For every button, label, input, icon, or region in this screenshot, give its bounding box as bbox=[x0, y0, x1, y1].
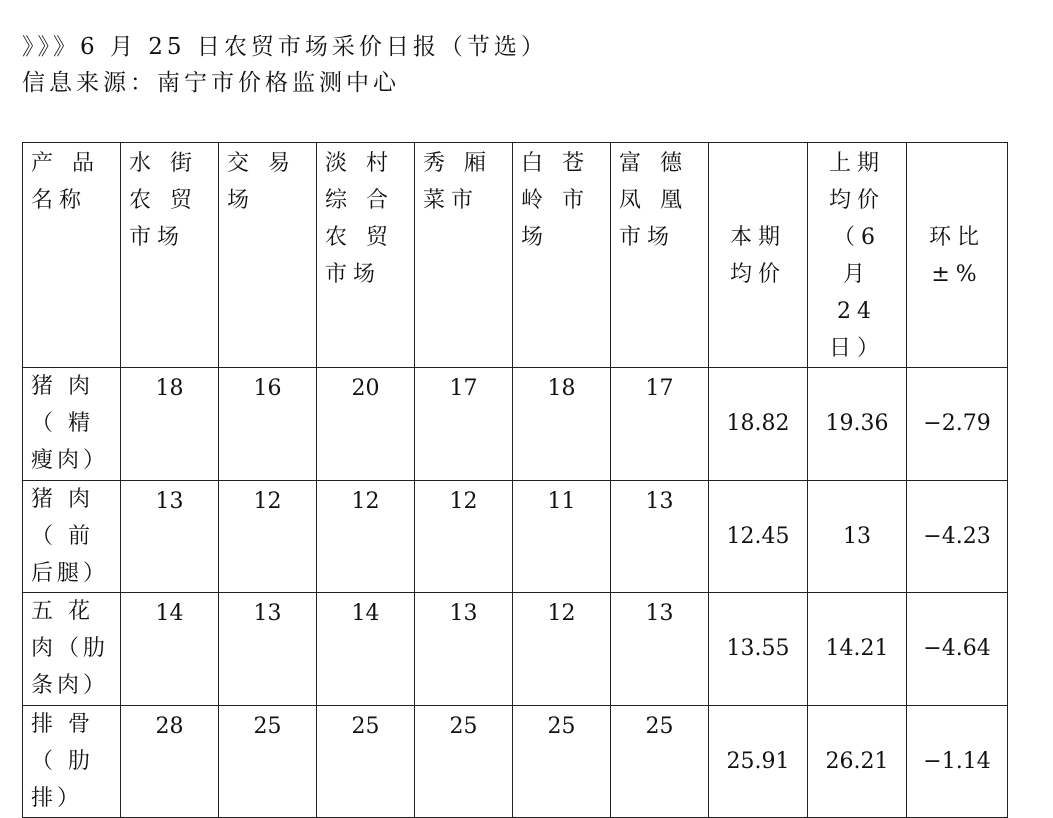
change-percent: −4.64 bbox=[907, 593, 1008, 706]
product-name: 五 花 肉（肋 条肉） bbox=[31, 599, 110, 698]
header-shuijie-market bbox=[121, 143, 219, 368]
report-title: 》》》6 月 25 日农贸市场采价日报（节选） bbox=[22, 34, 548, 60]
product-name: 猪 肉 （ 前 后腿） bbox=[31, 486, 110, 586]
table-row bbox=[23, 593, 1008, 706]
baicangling-price: 18 bbox=[513, 368, 611, 481]
jiaoyi-price: 16 bbox=[219, 368, 317, 481]
fude-fenghuang-price: 17 bbox=[611, 368, 709, 481]
header-dancun-market bbox=[317, 143, 415, 368]
report-header bbox=[22, 30, 1022, 100]
header-shuijie-market-text: 水 街 农 贸 市场 bbox=[129, 151, 198, 250]
xiuxiang-price: 13 bbox=[415, 593, 513, 706]
product-name-cell bbox=[23, 593, 121, 706]
fude-fenghuang-price: 25 bbox=[611, 705, 709, 818]
xiuxiang-price: 12 bbox=[415, 480, 513, 593]
table-row bbox=[23, 368, 1008, 481]
price-table bbox=[22, 142, 1008, 818]
current-average-price: 25.91 bbox=[709, 705, 808, 818]
header-product-name-text: 产 品 名称 bbox=[31, 151, 100, 213]
header-fude-fenghuang-market-text: 富 德 凤 凰 市场 bbox=[619, 151, 688, 250]
table-header bbox=[23, 143, 1008, 368]
header-previous-average-text: 上期 均价 （6 月 24 日） bbox=[828, 151, 885, 361]
jiaoyi-price: 25 bbox=[219, 705, 317, 818]
header-change-percent-text: 环比 ±% bbox=[928, 225, 985, 287]
header-baicangling-market bbox=[513, 143, 611, 368]
shuijie-price: 28 bbox=[121, 705, 219, 818]
dancun-price: 25 bbox=[317, 705, 415, 818]
product-name: 猪 肉 （ 精 瘦肉） bbox=[31, 374, 110, 473]
fude-fenghuang-price: 13 bbox=[611, 480, 709, 593]
product-name-cell bbox=[23, 480, 121, 593]
header-previous-average bbox=[808, 143, 907, 368]
header-product-name bbox=[23, 143, 121, 368]
header-dancun-market-text: 淡 村 综 合 农 贸 市场 bbox=[325, 151, 394, 287]
dancun-price: 20 bbox=[317, 368, 415, 481]
product-name-cell bbox=[23, 705, 121, 818]
header-jiaoyi-market-text: 交 易 场 bbox=[227, 151, 296, 213]
baicangling-price: 25 bbox=[513, 705, 611, 818]
header-row bbox=[23, 143, 1008, 368]
shuijie-price: 14 bbox=[121, 593, 219, 706]
dancun-price: 14 bbox=[317, 593, 415, 706]
baicangling-price: 12 bbox=[513, 593, 611, 706]
header-current-average bbox=[709, 143, 808, 368]
header-change-percent bbox=[907, 143, 1008, 368]
dancun-price: 12 bbox=[317, 480, 415, 593]
baicangling-price: 11 bbox=[513, 480, 611, 593]
report-source: 信息来源：南宁市价格监测中心 bbox=[22, 70, 400, 96]
previous-average-price: 13 bbox=[808, 480, 907, 593]
header-fude-fenghuang-market bbox=[611, 143, 709, 368]
xiuxiang-price: 17 bbox=[415, 368, 513, 481]
table-body bbox=[23, 368, 1008, 818]
product-name-cell bbox=[23, 368, 121, 481]
header-jiaoyi-market bbox=[219, 143, 317, 368]
table-row bbox=[23, 480, 1008, 593]
header-baicangling-market-text: 白 苍 岭 市 场 bbox=[521, 151, 590, 250]
previous-average-price: 14.21 bbox=[808, 593, 907, 706]
header-xiuxiang-market-text: 秀 厢 菜市 bbox=[423, 151, 492, 213]
header-xiuxiang-market bbox=[415, 143, 513, 368]
change-percent: −1.14 bbox=[907, 705, 1008, 818]
shuijie-price: 13 bbox=[121, 480, 219, 593]
previous-average-price: 19.36 bbox=[808, 368, 907, 481]
jiaoyi-price: 13 bbox=[219, 593, 317, 706]
current-average-price: 12.45 bbox=[709, 480, 808, 593]
change-percent: −4.23 bbox=[907, 480, 1008, 593]
jiaoyi-price: 12 bbox=[219, 480, 317, 593]
fude-fenghuang-price: 13 bbox=[611, 593, 709, 706]
table-row bbox=[23, 705, 1008, 818]
xiuxiang-price: 25 bbox=[415, 705, 513, 818]
product-name: 排 骨 （ 肋 排） bbox=[31, 711, 94, 811]
header-current-average-text: 本期 均价 bbox=[729, 225, 786, 287]
shuijie-price: 18 bbox=[121, 368, 219, 481]
previous-average-price: 26.21 bbox=[808, 705, 907, 818]
current-average-price: 18.82 bbox=[709, 368, 808, 481]
current-average-price: 13.55 bbox=[709, 593, 808, 706]
change-percent: −2.79 bbox=[907, 368, 1008, 481]
